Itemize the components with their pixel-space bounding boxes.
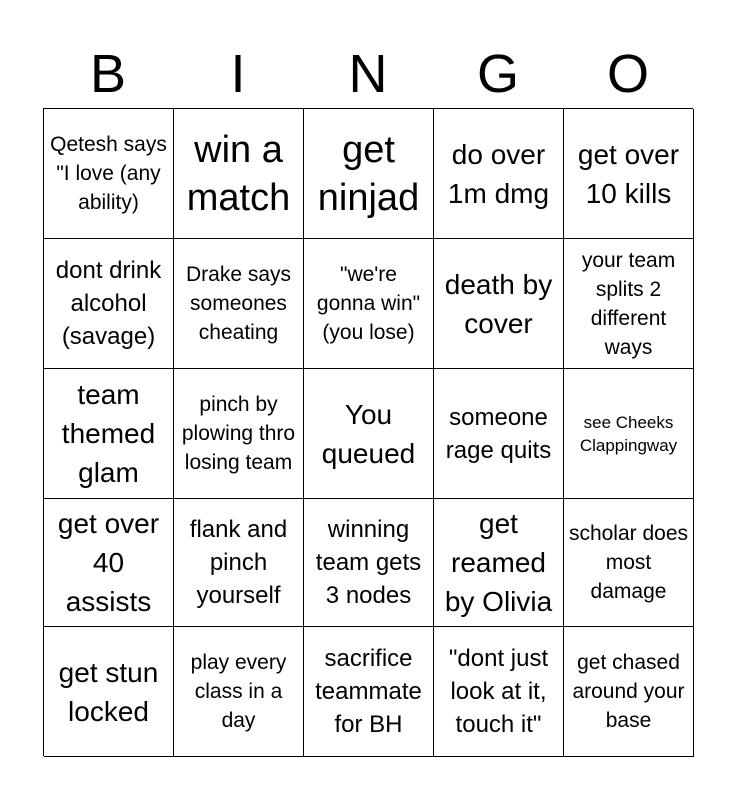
- cell-text: get over 10 kills: [577, 138, 680, 209]
- cell-text: You queued: [321, 398, 416, 469]
- cell-text: "dont just look at it, touch it": [448, 645, 549, 738]
- cell-text: Qetesh says "I love (any ability): [50, 133, 167, 214]
- bingo-cell[interactable]: [564, 627, 694, 757]
- bingo-cell[interactable]: [304, 239, 434, 369]
- bingo-cell[interactable]: [304, 109, 434, 239]
- cell-text: get over 40 assists: [57, 508, 160, 617]
- bingo-cell[interactable]: [44, 627, 174, 757]
- bingo-cell[interactable]: [174, 499, 304, 627]
- header-letter-n: N: [348, 44, 388, 104]
- cell-text: get reamed by Olivia: [444, 508, 553, 617]
- bingo-cell[interactable]: [44, 239, 174, 369]
- cell-text: get stun locked: [58, 656, 159, 727]
- bingo-cell[interactable]: [434, 499, 564, 627]
- bingo-cell[interactable]: [304, 369, 434, 499]
- cell-text: team themed glam: [61, 379, 156, 488]
- cell-text: pinch by plowing thro losing team: [181, 393, 296, 474]
- bingo-grid: [43, 108, 693, 756]
- bingo-cell[interactable]: [434, 627, 564, 757]
- cell-text: get chased around your base: [572, 651, 685, 732]
- header-letter-i: I: [230, 44, 246, 104]
- cell-text: winning team gets 3 nodes: [315, 516, 422, 609]
- bingo-cell[interactable]: [44, 369, 174, 499]
- header-letter-g: G: [476, 44, 519, 104]
- cell-text: scholar does most damage: [568, 522, 689, 603]
- bingo-cell[interactable]: [564, 369, 694, 499]
- cell-text: someone rage quits: [445, 403, 552, 464]
- bingo-cell[interactable]: [434, 369, 564, 499]
- bingo-cell[interactable]: [564, 239, 694, 369]
- bingo-cell[interactable]: [174, 627, 304, 757]
- bingo-cell[interactable]: [434, 239, 564, 369]
- bingo-cell[interactable]: [564, 499, 694, 627]
- cell-text: death by cover: [444, 268, 553, 339]
- bingo-cell[interactable]: [44, 499, 174, 627]
- cell-text: play every class in a day: [190, 651, 287, 732]
- cell-text: Drake says someones cheating: [185, 263, 292, 344]
- cell-text: dont drink alcohol (savage): [55, 257, 162, 350]
- bingo-cell[interactable]: [174, 239, 304, 369]
- bingo-cell[interactable]: [564, 109, 694, 239]
- cell-text: get ninjad: [317, 128, 420, 219]
- bingo-cell[interactable]: [44, 109, 174, 239]
- header-letter-b: B: [89, 44, 127, 104]
- cell-text: sacrifice teammate for BH: [315, 645, 422, 738]
- bingo-cell[interactable]: [304, 627, 434, 757]
- bingo-cell[interactable]: [174, 109, 304, 239]
- cell-text: win a match: [186, 128, 291, 219]
- bingo-cell[interactable]: [174, 369, 304, 499]
- bingo-cell[interactable]: [434, 109, 564, 239]
- cell-text: flank and pinch yourself: [189, 516, 288, 609]
- bingo-cell[interactable]: [304, 499, 434, 627]
- cell-text: see Cheeks Clappingway: [579, 412, 678, 455]
- header-letter-o: O: [606, 44, 649, 104]
- cell-text: "we're gonna win" (you lose): [316, 263, 421, 344]
- bingo-header: [43, 40, 693, 108]
- cell-text: your team splits 2 different ways: [581, 248, 676, 359]
- cell-text: do over 1m dmg: [447, 138, 550, 209]
